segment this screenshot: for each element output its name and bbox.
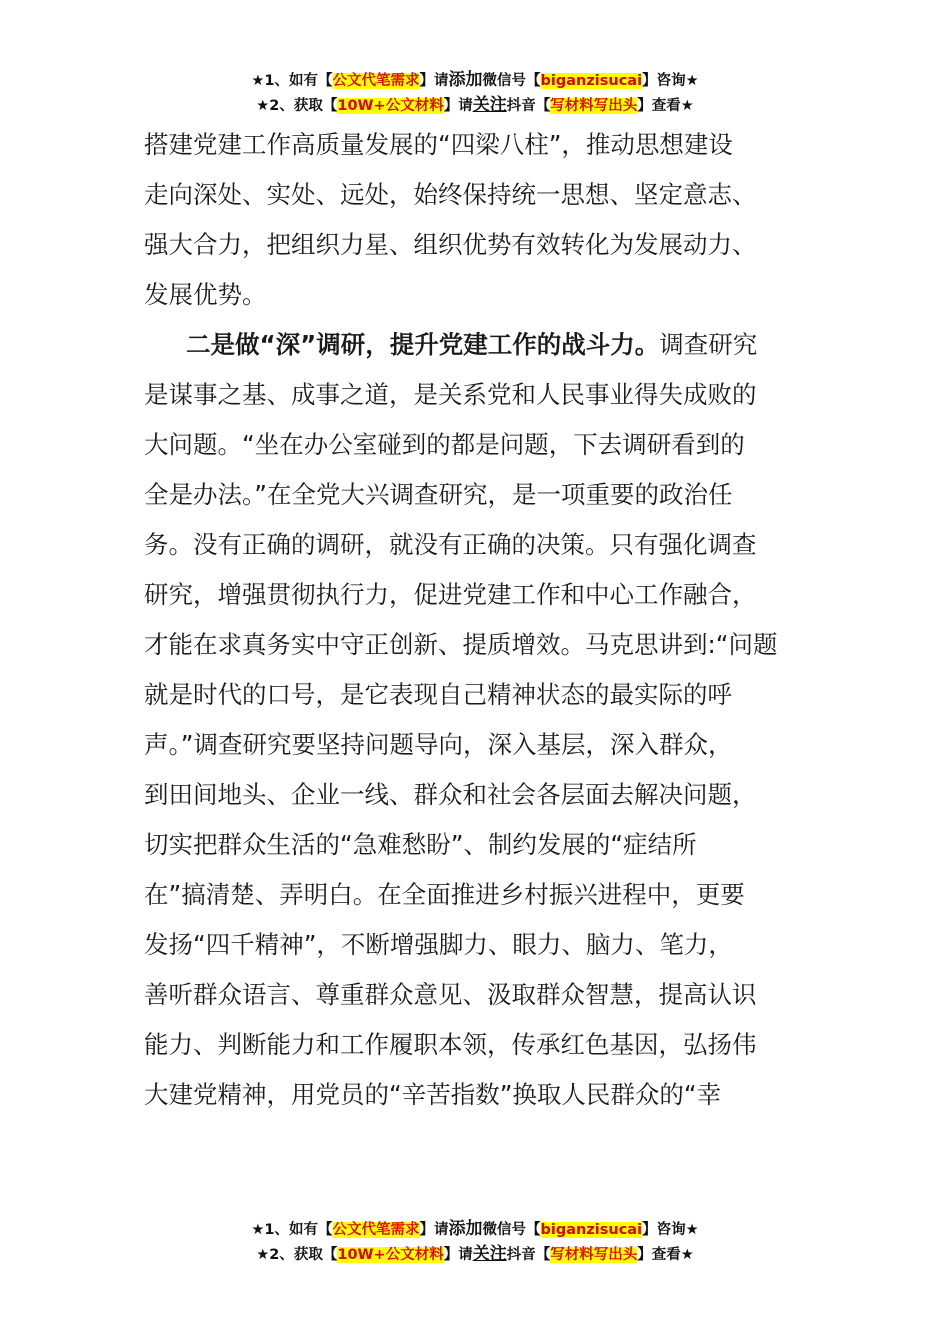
- body-line: 善听群众语言、尊重群众意见、汲取群众智慧，提高认识: [144, 980, 757, 1009]
- banner-text: ★2、获取【: [256, 1247, 338, 1263]
- banner-line-1: [0, 1217, 950, 1242]
- body-text: 调查研究: [659, 330, 758, 359]
- banner-highlight: 10W+公文材料: [337, 98, 444, 114]
- banner-text: 】请: [443, 98, 473, 114]
- paragraph-heading: 二是做“深”调研，提升党建工作的战斗力。: [186, 330, 660, 359]
- body-line: 研究，增强贯彻执行力，促进党建工作和中心工作融合，: [144, 580, 757, 609]
- banner-highlight: biganzisucai: [540, 1222, 643, 1238]
- banner-text: ★1、如有【: [251, 73, 333, 89]
- body-line: 走向深处、实处、远处，始终保持统一思想、坚定意志、: [144, 180, 757, 209]
- body-line: 发展优势。: [144, 280, 267, 309]
- banner-emphasis: 添加: [448, 70, 483, 90]
- bottom-banner: [0, 1217, 950, 1267]
- body-line: 大建党精神，用党员的“辛苦指数”换取人民群众的“幸: [144, 1080, 722, 1109]
- banner-text: 】查看★: [637, 98, 694, 114]
- banner-text: 微信号【: [482, 73, 541, 89]
- body-line: 在”搞清楚、弄明白。在全面推进乡村振兴进程中，更要: [144, 880, 745, 909]
- body-line: 搭建党建工作高质量发展的“四梁八柱”，推动思想建设: [144, 130, 733, 159]
- banner-emphasis: 关注: [472, 95, 507, 115]
- banner-highlight: 公文代笔需求: [332, 73, 420, 89]
- banner-highlight: biganzisucai: [540, 73, 643, 89]
- banner-text: ★2、获取【: [256, 98, 338, 114]
- body-line: 声。”调查研究要坚持问题导向，深入基层，深入群众，: [144, 730, 733, 759]
- banner-text: 】咨询★: [642, 1222, 699, 1238]
- banner-text: 】请: [419, 1222, 449, 1238]
- banner-text: 】请: [419, 73, 449, 89]
- banner-line-1: [0, 68, 950, 93]
- banner-highlight: 写材料写出头: [550, 98, 638, 114]
- body-line: 是谋事之基、成事之道，是关系党和人民事业得失成败的: [144, 380, 757, 409]
- body-line: 切实把群众生活的“急难愁盼”、制约发展的“症结所: [144, 830, 697, 859]
- banner-emphasis: 添加: [448, 1219, 483, 1239]
- banner-line-2: [0, 93, 950, 118]
- body-line: 能力、判断能力和工作履职本领，传承红色基因，弘扬伟: [144, 1030, 757, 1059]
- top-banner: [0, 68, 950, 118]
- body-line: 就是时代的口号，是它表现自己精神状态的最实际的呼: [144, 680, 732, 709]
- body-line: 才能在求真务实中守正创新、提质增效。马克思讲到:“问题: [144, 630, 778, 659]
- banner-highlight: 写材料写出头: [550, 1247, 638, 1263]
- banner-line-2: [0, 1242, 950, 1267]
- body-line: 务。没有正确的调研，就没有正确的决策。只有强化调查: [144, 530, 757, 559]
- banner-highlight: 10W+公文材料: [337, 1247, 444, 1263]
- body-line: 发扬“四千精神”，不断增强脚力、眼力、脑力、笔力，: [144, 930, 733, 959]
- body-line: 全是办法。”在全党大兴调查研究，是一项重要的政治任: [144, 480, 733, 509]
- banner-emphasis: 关注: [472, 1244, 507, 1264]
- banner-text: ★1、如有【: [251, 1222, 333, 1238]
- paragraph-2-first-line: [144, 320, 810, 370]
- banner-text: 】请: [443, 1247, 473, 1263]
- banner-text: 】查看★: [637, 1247, 694, 1263]
- document-body: [144, 120, 810, 1120]
- banner-highlight: 公文代笔需求: [332, 1222, 420, 1238]
- banner-text: 】咨询★: [642, 73, 699, 89]
- banner-text: 微信号【: [482, 1222, 541, 1238]
- banner-text: 抖音【: [506, 98, 551, 114]
- body-line: 强大合力，把组织力星、组织优势有效转化为发展动力、: [144, 230, 757, 259]
- banner-text: 抖音【: [506, 1247, 551, 1263]
- body-line: 到田间地头、企业一线、群众和社会各层面去解决问题，: [144, 780, 757, 809]
- body-line: 大问题。“坐在办公室碰到的都是问题，下去调研看到的: [144, 430, 745, 459]
